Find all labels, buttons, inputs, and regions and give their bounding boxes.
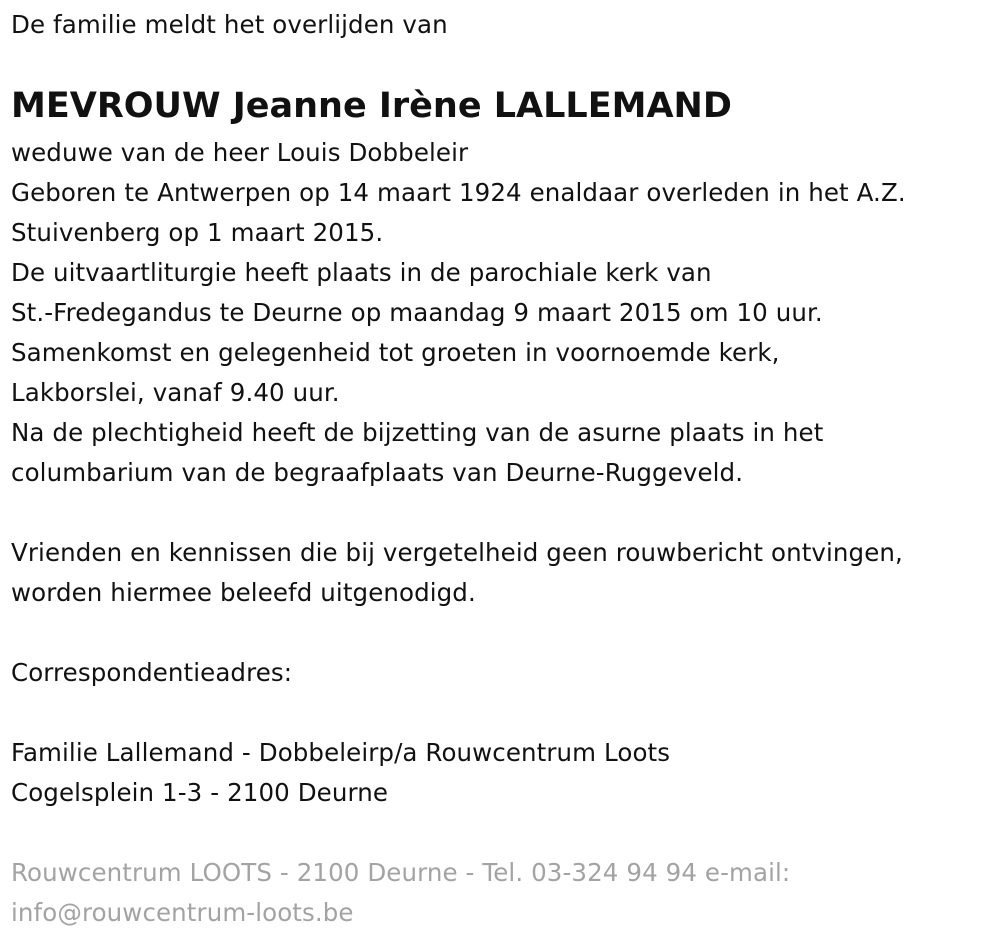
body-line: De uitvaartliturgie heeft plaats in de parochiale kerk van: [11, 258, 712, 287]
body-line: Stuivenberg op 1 maart 2015.: [11, 218, 384, 247]
intro-text: De familie meldt het overlijden van: [11, 10, 448, 39]
footer-contact: Rouwcentrum LOOTS - 2100 Deurne - Tel. 03-324 94 94 e-mail:: [11, 858, 791, 887]
invitation-line: Vrienden en kennissen die bij vergetelheid geen rouwbericht ontvingen,: [11, 538, 903, 567]
address-line: Familie Lallemand - Dobbeleirp/a Rouwcentrum Loots: [11, 738, 671, 767]
body-line: Geboren te Antwerpen op 14 maart 1924 enaldaar overleden in het A.Z.: [11, 178, 906, 207]
invitation-line: worden hiermee beleefd uitgenodigd.: [11, 578, 476, 607]
body-line: Lakborslei, vanaf 9.40 uur.: [11, 378, 340, 407]
footer-email: info@rouwcentrum-loots.be: [11, 898, 354, 927]
body-line: St.-Fredegandus te Deurne op maandag 9 maart 2015 om 10 uur.: [11, 298, 823, 327]
body-line: Samenkomst en gelegenheid tot groeten in voornoemde kerk,: [11, 338, 780, 367]
deceased-name: MEVROUW Jeanne Irène LALLEMAND: [11, 86, 732, 126]
body-line: columbarium van de begraafplaats van Deurne-Ruggeveld.: [11, 458, 744, 487]
body-line: Na de plechtigheid heeft de bijzetting van de asurne plaats in het: [11, 418, 824, 447]
address-line: Cogelsplein 1-3 - 2100 Deurne: [11, 778, 389, 807]
correspondence-label: Correspondentieadres:: [11, 658, 293, 687]
body-line: weduwe van de heer Louis Dobbeleir: [11, 138, 469, 167]
